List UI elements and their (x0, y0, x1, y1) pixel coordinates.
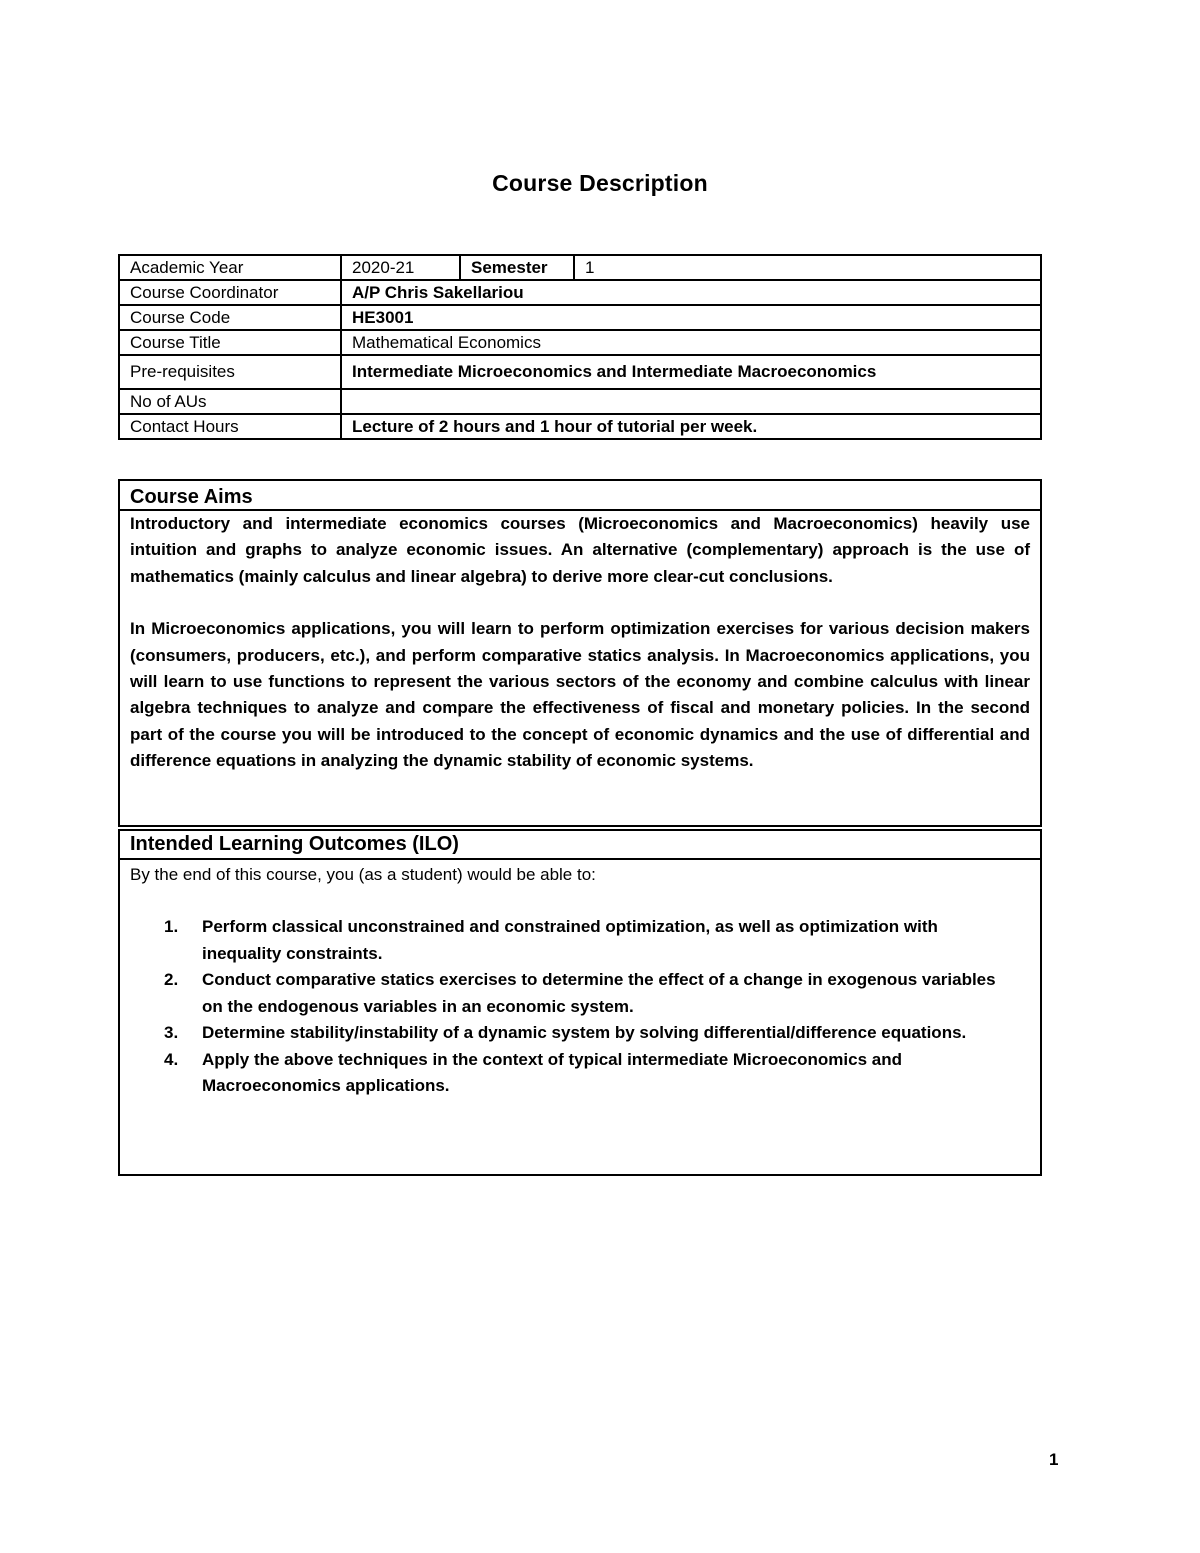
aus-label: No of AUs (119, 389, 341, 414)
ilo-item-text: Apply the above techniques in the context of typical intermediate Microeconomics and Macroeconomics applications. (202, 1049, 902, 1095)
title-value: Mathematical Economics (341, 330, 1041, 355)
ilo-item (120, 914, 1040, 967)
code-label: Course Code (119, 305, 341, 330)
ilo-item-number: 2. (164, 970, 179, 989)
ilo-item (120, 1047, 1040, 1100)
row-academic-year (119, 255, 1041, 280)
row-contact-hours (119, 414, 1041, 439)
prereq-label: Pre-requisites (119, 355, 341, 389)
ilo-item-text: Determine stability/instability of a dynamic system by solving differential/difference equations. (202, 1023, 967, 1042)
course-aims-paragraph-2: In Microeconomics applications, you will learn to perform optimization exercises for various decision makers (consumers, producers, etc.), and perform comparative statics analysis. In Macroeconomics applications, you will learn to use functions to represent the various sectors of the economy and combine calculus with linear algebra techniques to analyze and compare the effectiveness of fiscal and monetary policies. In the second part of the course you will be introduced to the concept of economic dynamics and the use of differential and difference equations in analyzing the dynamic stability of economic systems. (130, 619, 1030, 771)
ilo-heading: Intended Learning Outcomes (ILO) (120, 831, 1040, 860)
course-aims-section (118, 479, 1042, 827)
semester-label: Semester (460, 255, 574, 280)
contact-label: Contact Hours (119, 414, 341, 439)
prereq-value: Intermediate Microeconomics and Intermediate Macroeconomics (341, 355, 1041, 389)
course-info-table (118, 254, 1042, 440)
code-value: HE3001 (341, 305, 1041, 330)
academic-year-label: Academic Year (119, 255, 341, 280)
ilo-intro: By the end of this course, you (as a student) would be able to: (130, 865, 596, 884)
ilo-item-text: Perform classical unconstrained and constrained optimization, as well as optimization with inequality constraints. (202, 917, 938, 963)
row-aus (119, 389, 1041, 414)
coordinator-value: A/P Chris Sakellariou (341, 280, 1041, 305)
course-aims-paragraph-1: Introductory and intermediate economics courses (Microeconomics and Macroeconomics) heavily use intuition and graphs to analyze economic issues. An alternative (complementary) approach is the use of mathematics (mainly calculus and linear algebra) to derive more clear-cut conclusions. (130, 514, 1030, 586)
row-prerequisites (119, 355, 1041, 389)
academic-year-value: 2020-21 (341, 255, 460, 280)
ilo-item-number: 4. (164, 1049, 179, 1069)
ilo-section (118, 829, 1042, 1176)
contact-value: Lecture of 2 hours and 1 hour of tutorial per week. (341, 414, 1041, 439)
ilo-item-number: 1. (164, 917, 179, 936)
coordinator-label: Course Coordinator (119, 280, 341, 305)
semester-value: 1 (574, 255, 1041, 280)
aus-value (341, 389, 1041, 414)
row-course-coordinator (119, 280, 1041, 305)
ilo-item-text: Conduct comparative statics exercises to determine the effect of a change in exogenous variables on the endogenous variables in an economic system. (202, 970, 996, 1016)
page-title: Course Description (492, 170, 708, 196)
ilo-list (120, 914, 1040, 1100)
ilo-item (120, 967, 1040, 1020)
title-label: Course Title (119, 330, 341, 355)
row-course-code (119, 305, 1041, 330)
ilo-item-number: 3. (164, 1023, 179, 1042)
course-aims-heading: Course Aims (120, 481, 1040, 511)
page-number: 1 (1049, 1450, 1059, 1469)
ilo-item (120, 1020, 1040, 1047)
row-course-title (119, 330, 1041, 355)
